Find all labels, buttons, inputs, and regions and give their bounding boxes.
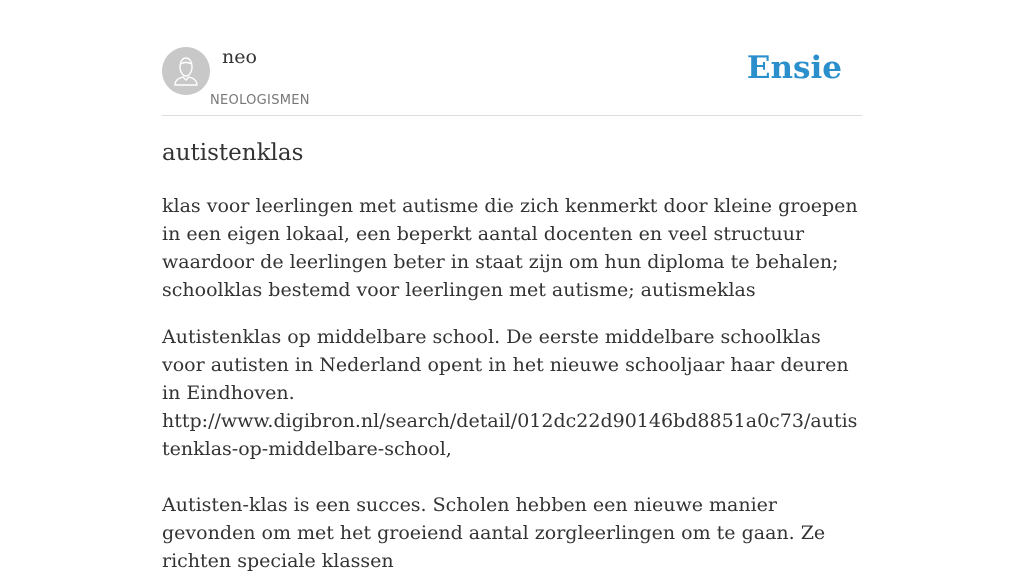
- entry-word: autistenklas: [162, 140, 304, 166]
- user-icon: [162, 47, 210, 95]
- avatar[interactable]: [162, 47, 210, 95]
- collection-label[interactable]: NEOLOGISMEN: [210, 93, 310, 108]
- brand-logo[interactable]: Ensie: [746, 50, 842, 86]
- entry-definition: klas voor leerlingen met autisme die zich kenmerkt door kleine groepen in een eigen lokaal, een beperkt aantal docenten en veel structuur waardoor de leerlingen beter in staat zijn om hun diploma te behalen; schoolklas bestemd voor leerlingen met autisme; autismeklas: [162, 195, 858, 301]
- page: [162, 0, 862, 572]
- entry-example: Autistenklas op middelbare school. De eerste middelbare schoolklas voor autisten in Nederland opent in het nieuwe schooljaar haar deuren in Eindhoven. http://www.digibron.nl/search/detail/012dc22d90146bd8851a0c73/autistenklas-op-middelbare-school, Autisten-klas is een succes. Scholen hebben een nieuwe manier gevonden om met het groeiend aantal zorgleerlingen om te gaan. Ze richten speciale klassen: [162, 326, 858, 572]
- author-name[interactable]: neo: [222, 46, 257, 68]
- header: [162, 0, 862, 116]
